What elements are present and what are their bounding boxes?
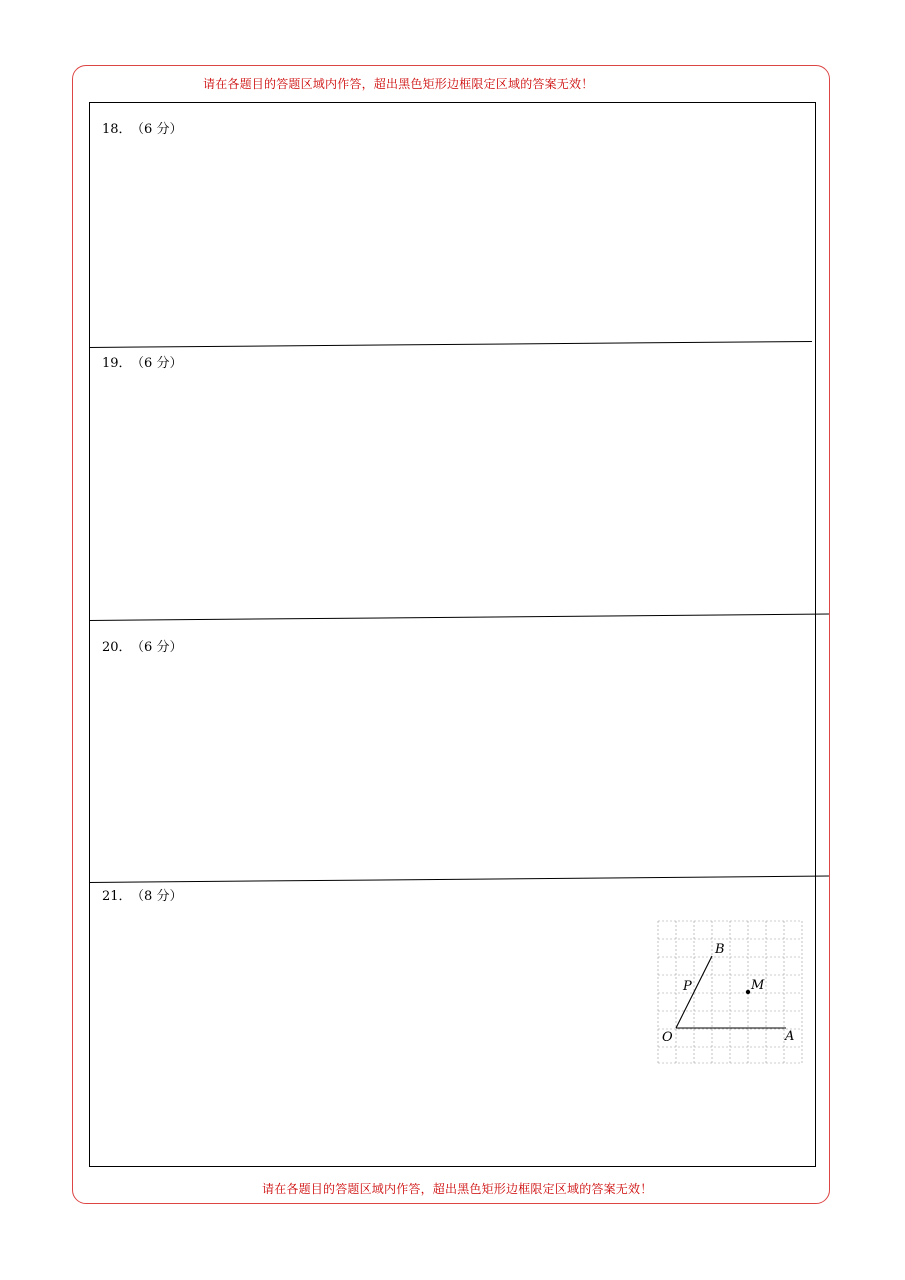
- question-score: （8 分）: [137, 889, 183, 904]
- label-a: A: [785, 1029, 795, 1044]
- question-20-header: [102, 636, 182, 655]
- top-notice: 请在各题目的答题区域内作答，超出黑色矩形边框限定区域的答案无效！: [203, 77, 594, 91]
- question-19-header: [102, 352, 182, 371]
- label-p: P: [683, 979, 692, 994]
- question-number: 20．: [102, 640, 132, 655]
- label-o: O: [662, 1030, 673, 1045]
- question-number: 18．: [102, 122, 132, 137]
- question-score: （6 分）: [137, 640, 183, 655]
- grid-figure: [655, 918, 807, 1066]
- question-21-header: [102, 885, 182, 904]
- dashed-grid: [658, 921, 802, 1063]
- question-score: （6 分）: [137, 356, 183, 371]
- question-score: （6 分）: [137, 122, 183, 137]
- point-m: [746, 990, 750, 994]
- question-number: 19．: [102, 356, 132, 371]
- bottom-notice: 请在各题目的答题区域内作答，超出黑色矩形边框限定区域的答案无效！: [262, 1182, 653, 1196]
- label-m: M: [751, 978, 765, 993]
- question-18-header: [102, 118, 182, 137]
- label-b: B: [715, 942, 725, 957]
- question-number: 21．: [102, 889, 132, 904]
